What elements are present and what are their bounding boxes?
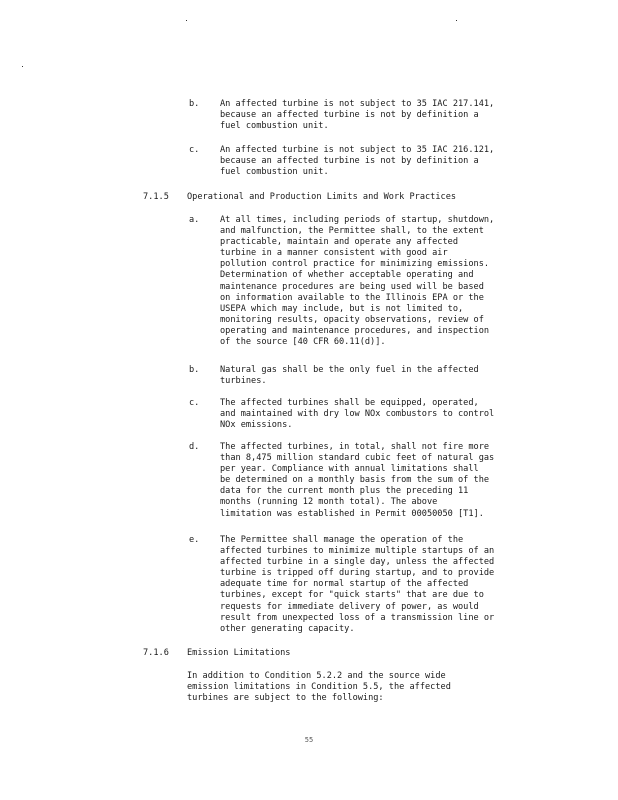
section-number: 7.1.6 [143,648,169,658]
list-item-b [189,365,589,387]
scan-speck [456,20,457,21]
item-text: An affected turbine is not subject to 35 IAC 217.141, because an affected turbine is not by definition a fuel combustion unit. [220,99,495,132]
item-text: The affected turbines, in total, shall not fire more than 8,475 million standard cubic feet of natural gas per year. Compliance with annual limitations shall be determined on a monthly basis from the sum of the data for the current month plus the preceding 11 months (running 12 month total). The above limitation was established in Permit 00050050 [T1]. [220,442,495,519]
item-text: Natural gas shall be the only fuel in the affected turbines. [220,365,479,387]
list-item-prev-c [189,145,569,178]
item-text: The affected turbines shall be equipped, operated, and maintained with dry low NOx combustors to control NOx emissions. [220,398,495,431]
item-text: The Permittee shall manage the operation of the affected turbines to minimize multiple startups of an affected turbine in a single day, unless the affected turbine is tripped off during startup, and to provide adequate time for normal startup of the affected turbines, except for "quick starts" that are due to requests for immediate delivery of power, as would result from unexpected loss of a transmission line or other generating capacity. [220,535,495,634]
list-item-prev-b [189,99,569,132]
item-label: c. [189,398,200,408]
section-title: Operational and Production Limits and Work Practices [187,192,457,202]
item-label: c. [189,145,200,155]
list-item-d [189,442,589,520]
item-label: e. [189,535,200,545]
section-number: 7.1.5 [143,192,169,202]
item-label: d. [189,442,200,452]
list-item-e [189,535,589,635]
section-intro-paragraph: In addition to Condition 5.2.2 and the source wide emission limitations in Condition 5.5, the affected turbines are subject to the following: [187,671,451,704]
item-label: a. [189,215,200,225]
section-title: Emission Limitations [187,648,291,658]
item-label: b. [189,365,200,375]
item-text: At all times, including periods of startup, shutdown, and malfunction, the Permittee shall, to the extent practicable, maintain and operate any affected turbine in a manner consistent with good air pollution control practice for minimizing emissions. Determination of whether acceptable operating and maintenance procedures are being used will be based on information available to the Illinois EPA or the USEPA which may include, but is not limited to, monitoring results, opacity observations, review of operating and maintenance procedures, and inspection of the source [40 CFR 60.11(d)]. [220,215,495,348]
scan-speck [22,66,23,67]
item-text: An affected turbine is not subject to 35 IAC 216.121, because an affected turbine is not by definition a fuel combustion unit. [220,145,495,178]
page-number: 55 [304,736,314,744]
section-heading-7-1-5 [143,192,456,203]
list-item-a [189,215,589,348]
item-label: b. [189,99,200,109]
list-item-c [189,398,589,431]
section-heading-7-1-6 [143,648,290,659]
scan-speck [186,20,187,21]
